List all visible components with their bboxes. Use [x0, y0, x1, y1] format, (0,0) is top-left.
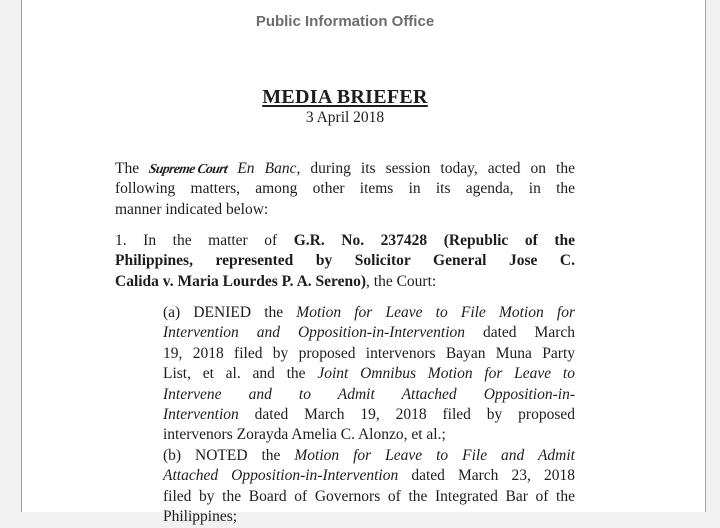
- document-page: [21, 0, 706, 526]
- text-run: Intervene and to Admit Attached Opposition-in-: [163, 385, 575, 403]
- paragraph-item-1a: [163, 303, 575, 446]
- text-line: [115, 159, 575, 179]
- text-run: Motion for Leave to File and Admit: [294, 447, 575, 464]
- text-run: Intervention: [163, 406, 239, 424]
- text-line: [163, 487, 575, 507]
- text-line: [163, 507, 575, 527]
- text-run: Attached Opposition-in-Intervention: [163, 467, 399, 485]
- text-run: 19, 2018 filed by proposed intervenors Bayan Muna Party: [163, 344, 575, 362]
- text-line: [163, 405, 575, 425]
- text-run: dated March 19, 2018 filed by proposed: [238, 406, 575, 424]
- text-run: (b) NOTED the: [163, 447, 295, 464]
- text-run: , during its session today, acted on the: [296, 160, 575, 177]
- text-run: List, et al. and the: [163, 365, 318, 383]
- text-run: manner indicated below:: [115, 200, 269, 218]
- text-line: [115, 231, 575, 251]
- paragraph-intro: [115, 159, 575, 220]
- supreme-court-script-wordmark: Supreme Court: [147, 161, 229, 176]
- text-line: [163, 323, 575, 343]
- text-run: G.R. No. 237428 (Republic of the: [293, 232, 575, 249]
- paragraph-item-1b: [163, 446, 575, 528]
- text-run: [227, 160, 237, 177]
- text-run: intervenors Zorayda Amelia C. Alonzo, et al.;: [163, 426, 446, 444]
- text-run: (a) DENIED the: [163, 304, 297, 321]
- document-body: [115, 0, 575, 526]
- paragraph-item-1: [115, 231, 575, 292]
- text-line: [115, 272, 575, 292]
- document-date: 3 April 2018: [305, 109, 385, 126]
- text-run: 1. In the matter of: [115, 232, 294, 249]
- text-run: filed by the Board of Governors of the Integrated Bar of the: [163, 487, 575, 505]
- text-line: [163, 364, 575, 384]
- text-line: [115, 179, 575, 199]
- document-title-text: MEDIA BRIEFER: [262, 86, 428, 108]
- text-run: Philippines, represented by Solicitor General Jose C.: [115, 252, 575, 270]
- page-header-office: Public Information Office: [255, 13, 435, 30]
- text-run: En Banc: [237, 160, 297, 177]
- text-line: [163, 303, 575, 323]
- text-line: [163, 466, 575, 486]
- text-run: dated March: [465, 324, 575, 342]
- text-run: Philippines;: [163, 508, 238, 526]
- text-line: [163, 446, 575, 466]
- text-run: Calida v. Maria Lourdes P. A. Sereno): [115, 272, 367, 290]
- text-line: [163, 385, 575, 405]
- text-run: following matters, among other items in its agenda, in the: [115, 180, 575, 198]
- text-run: Motion for Leave to File Motion for: [296, 304, 575, 321]
- text-run: , the Court:: [366, 272, 437, 290]
- text-run: Intervention and Opposition-in-Intervention: [163, 324, 465, 342]
- text-line: [115, 200, 575, 220]
- text-line: [163, 344, 575, 364]
- text-run: Joint Omnibus Motion for Leave to: [317, 365, 575, 383]
- text-line: [163, 425, 575, 445]
- text-run: dated March 23, 2018: [398, 467, 575, 485]
- text-line: [115, 251, 575, 271]
- text-run: The: [115, 160, 150, 177]
